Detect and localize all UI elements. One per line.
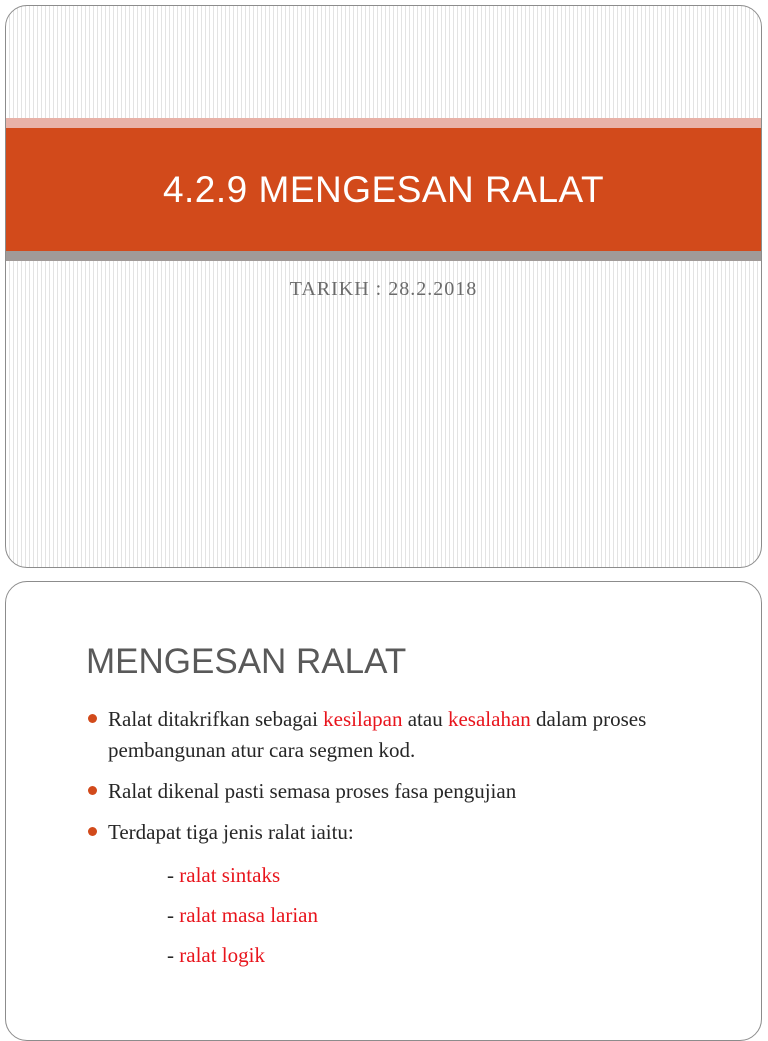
error-type-list — [167, 855, 318, 975]
error-type-item: - ralat logik — [167, 943, 265, 967]
bullet-item: Terdapat tiga jenis ralat iaitu: — [86, 817, 686, 848]
title-slide — [5, 5, 762, 568]
content-slide-title: MENGESAN RALAT — [86, 642, 407, 681]
bullet-icon — [88, 786, 97, 795]
slide-subtitle-date: TARIKH : 28.2.2018 — [289, 278, 478, 300]
content-slide — [5, 581, 762, 1041]
error-type-item: - ralat sintaks — [167, 863, 281, 887]
highlight-kesilapan: kesilapan — [323, 707, 403, 731]
slide-title: 4.2.9 MENGESAN RALAT — [162, 168, 605, 210]
title-band-bottom-stripe — [6, 251, 761, 261]
error-type-item: - ralat masa larian — [167, 903, 319, 927]
bullet-list — [86, 704, 686, 858]
bullet-icon — [88, 827, 97, 836]
bullet-icon — [88, 714, 97, 723]
bullet-item: Ralat ditakrifkan sebagai kesilapan atau kesalahan dalam proses pembangunan atur cara segmen kod. — [86, 704, 686, 766]
title-band-top-stripe — [6, 118, 761, 128]
bullet-item: Ralat dikenal pasti semasa proses fasa pengujian — [86, 776, 686, 807]
highlight-kesalahan: kesalahan — [447, 707, 531, 731]
